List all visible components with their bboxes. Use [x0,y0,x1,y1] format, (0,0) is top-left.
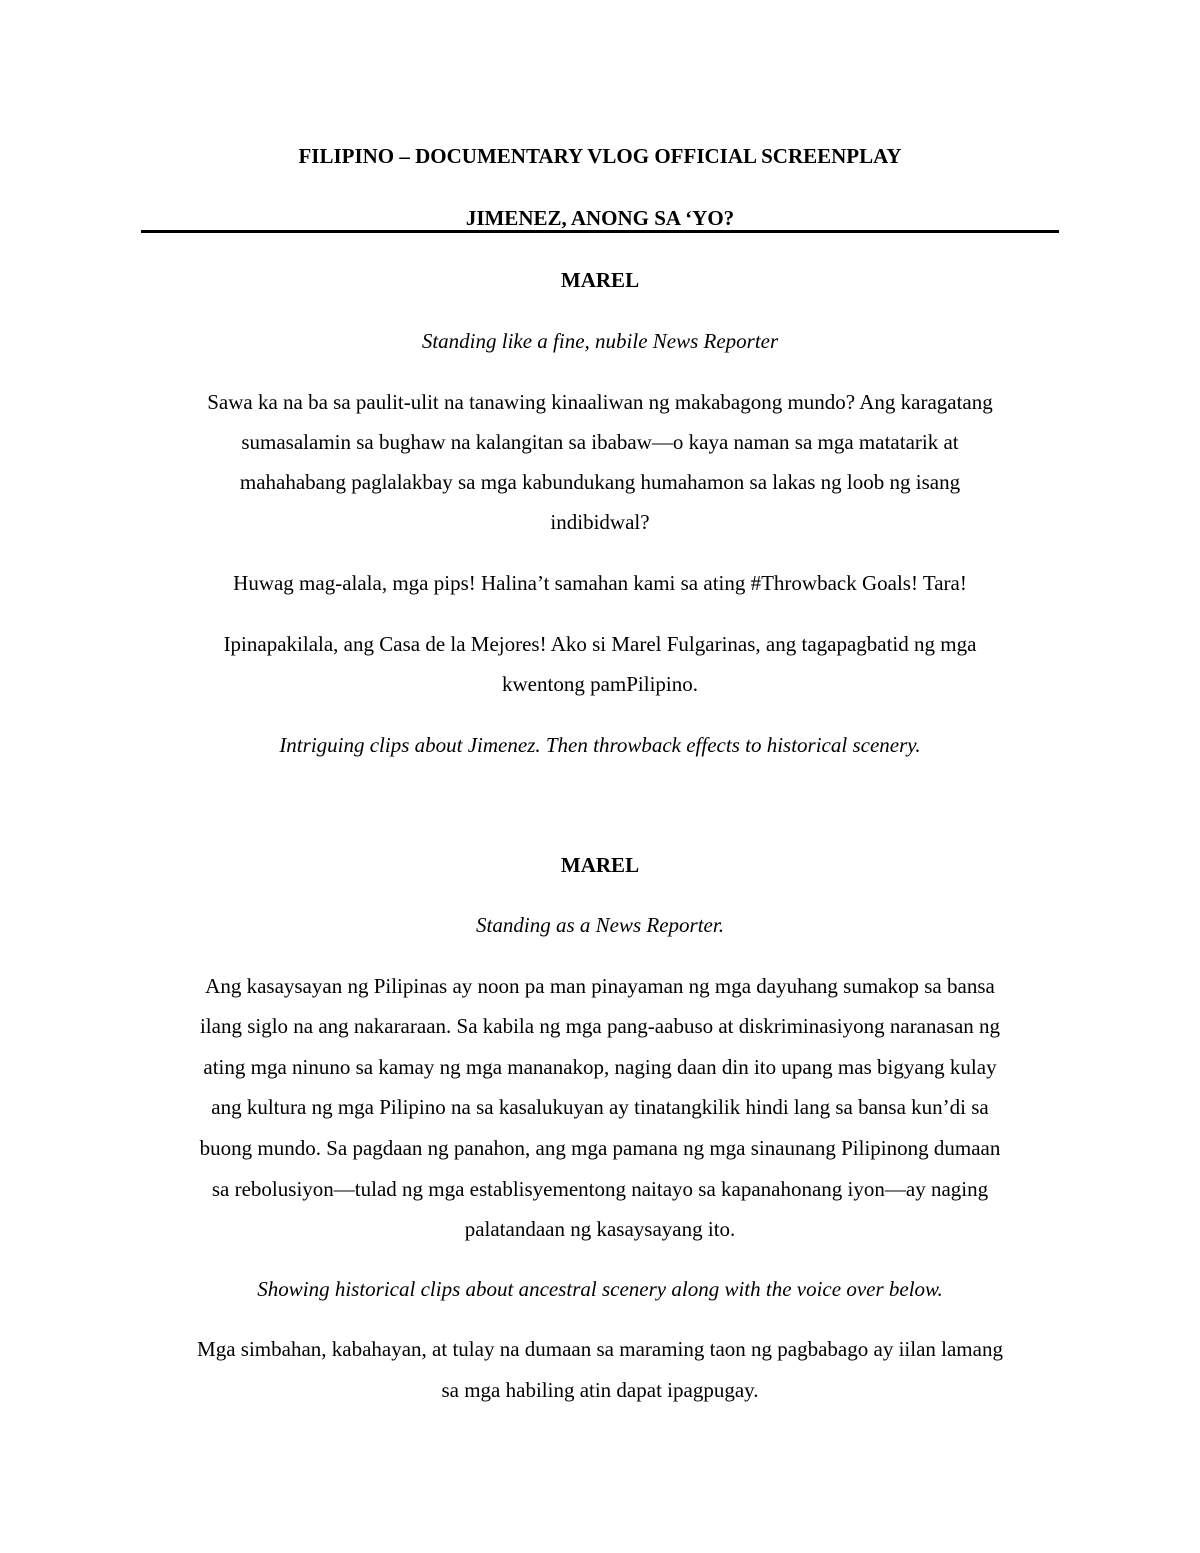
dialogue-line: Mga simbahan, kabahayan, at tulay na dumaan sa maraming taon ng pagbabago ay iilan lamang [197,1337,1003,1361]
document-subtitle: JIMENEZ, ANONG SA ‘YO? [465,206,735,230]
speaker-name: MAREL [560,268,640,292]
speaker-name: MAREL [560,853,640,877]
dialogue-line: mahahabang paglalakbay sa mga kabundukang humahamon sa lakas ng loob ng isang [239,470,961,494]
stage-direction: Standing like a fine, nubile News Reporter [421,329,779,353]
dialogue-line: sumasalamin sa bughaw na kalangitan sa ibabaw—o kaya naman sa mga matatarik at [241,430,959,454]
dialogue-line: ang kultura ng mga Pilipino na sa kasalukuyan ay tinatangkilik hindi lang sa bansa kun’di sa [211,1095,989,1119]
document-title: FILIPINO – DOCUMENTARY VLOG OFFICIAL SCREENPLAY [298,144,902,168]
dialogue-line: ating mga ninuno sa kamay ng mga mananakop, naging daan din ito upang mas bigyang kulay [203,1055,997,1079]
dialogue-line: sa mga habiling atin dapat ipagpugay. [441,1378,759,1402]
dialogue-line: buong mundo. Sa pagdaan ng panahon, ang mga pamana ng mga sinaunang Pilipinong dumaan [199,1136,1001,1160]
dialogue-line: palatandaan ng kasaysayang ito. [464,1217,736,1241]
dialogue-line: Ipinapakilala, ang Casa de la Mejores! Ako si Marel Fulgarinas, ang tagapagbatid ng mga [223,632,977,656]
dialogue-line: sa rebolusiyon—tulad ng mga establisyementong naitayo sa kapanahonang iyon—ay naging [211,1177,989,1201]
dialogue-line: ilang siglo na ang nakararaan. Sa kabila ng mga pang-aabuso at diskriminasiyong naranasan ng [199,1014,1001,1038]
stage-direction: Intriguing clips about Jimenez. Then throwback effects to historical scenery. [279,733,921,757]
dialogue-line: Ang kasaysayan ng Pilipinas ay noon pa man pinayaman ng mga dayuhang sumakop sa bansa [205,974,995,998]
title-divider [141,230,1059,233]
dialogue-line: indibidwal? [550,510,650,534]
dialogue-line: Huwag mag-alala, mga pips! Halina’t samahan kami sa ating #Throwback Goals! Tara! [233,571,967,595]
dialogue-line: kwentong pamPilipino. [502,672,698,696]
stage-direction: Showing historical clips about ancestral scenery along with the voice over below. [257,1277,943,1301]
dialogue-line: Sawa ka na ba sa paulit-ulit na tanawing kinaaliwan ng makabagong mundo? Ang karagatang [207,390,993,414]
stage-direction: Standing as a News Reporter. [476,913,724,937]
